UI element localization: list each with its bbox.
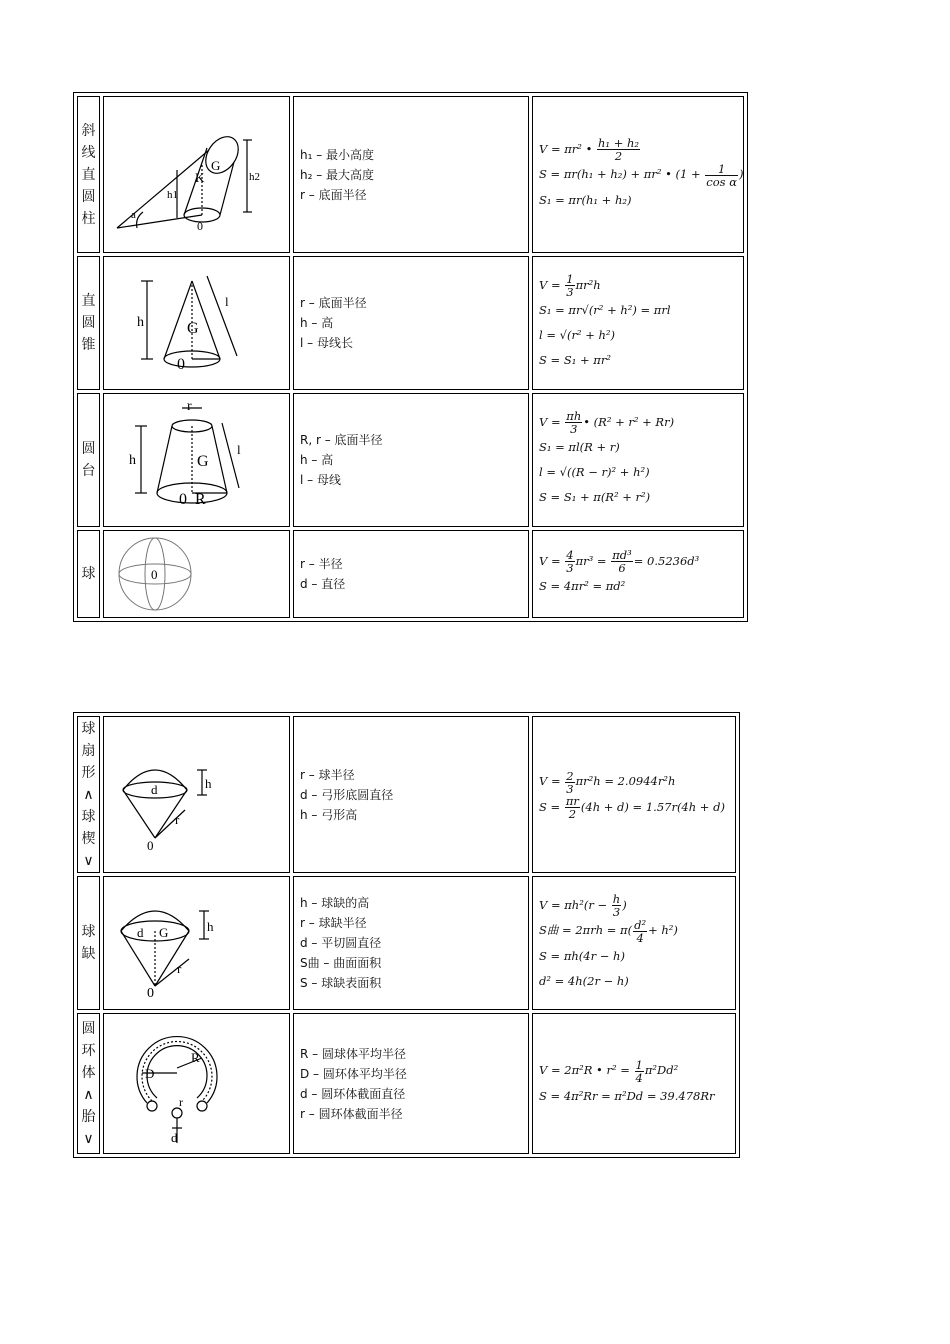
formula-table-2 — [73, 712, 740, 1158]
shape-figure-cell — [103, 530, 290, 618]
sphere-figure — [107, 533, 287, 615]
formula-surface: S = S₁ + πr² — [539, 353, 611, 368]
svg-text:r: r — [178, 1094, 183, 1109]
shape-name-cell: 球 — [77, 530, 100, 618]
formula-volume: V = $\frac{\pi h}{3}$ • (R² + r² + Rr) — [539, 409, 675, 437]
formulas-cell — [532, 96, 744, 253]
formula-volume: V = πr² • $\frac{\text{h₁ + h₂}}{2}$ — [539, 136, 639, 163]
formula-volume: V = 2π²R • r² = $\frac{1}{4}$ π²Dd² — [539, 1057, 679, 1085]
svg-text:0: 0 — [196, 218, 203, 233]
formula-lateral: S₁ = πr(h₁ + h₂) — [539, 192, 632, 207]
table-row — [77, 876, 736, 1010]
shape-name-cell: 斜 线 直 圆 柱 — [77, 96, 100, 253]
torus-figure — [107, 1018, 287, 1150]
table-row — [77, 716, 736, 873]
svg-text:h1: h1 — [166, 188, 178, 201]
formula-table-1 — [73, 92, 748, 622]
table-row — [77, 1013, 736, 1154]
formula-lateral: S₁ = πr√(r² + h²) = πrl — [539, 303, 671, 318]
table-row — [77, 393, 744, 527]
svg-text:r: r — [174, 811, 179, 827]
variables-cell: h – 球缺的高 r – 球缺半径 d – 平切圆直径 S曲 – 曲面面积 S – 球缺表面积 — [293, 876, 529, 1010]
svg-text:0: 0 — [146, 985, 154, 1001]
formula-surface: S = πh(4r − h) — [539, 948, 625, 963]
svg-text:h: h — [136, 314, 144, 330]
formula-slant: l = √((R − r)² + h²) — [539, 465, 650, 480]
svg-text:G: G — [210, 157, 220, 173]
formula-surface: S = 4π²Rr = π²Dd = 39.478Rr — [539, 1088, 715, 1103]
shape-name-cell: 直 圆 锥 — [77, 256, 100, 390]
formula-volume: V = πh²(r − $\frac{h}{3}$ ) — [539, 892, 627, 919]
formula-surface: S = S₁ + π(R² + r²) — [539, 490, 651, 505]
svg-text:d: d — [150, 781, 157, 797]
shape-name-cell: 球 扇 形 ∧ 球 楔 ∨ — [77, 716, 100, 873]
svg-text:r: r — [186, 398, 192, 414]
oblique-cylinder-figure — [107, 100, 287, 250]
formula-volume: V = $\frac{4}{3}$ πr³ = $\frac{\text{πd³}}{6}$ = 0.5236d³ — [539, 548, 700, 576]
svg-text:h: h — [204, 775, 211, 791]
shape-name-cell: 圆 台 — [77, 393, 100, 527]
shape-figure-cell — [103, 393, 290, 527]
variables-cell: r – 底面半径 h – 高 l – 母线长 — [293, 256, 529, 390]
formula-volume: V = $\frac{1}{3}$ πr²h — [539, 272, 601, 300]
svg-text:d: d — [170, 1129, 177, 1145]
svg-text:G: G — [186, 319, 199, 337]
table-row — [77, 530, 744, 618]
variables-cell: R – 圆球体平均半径 D – 圆环体平均半径 d – 圆环体截面直径 r – 圆环体截面半径 — [293, 1013, 529, 1154]
svg-text:0: 0 — [146, 837, 153, 853]
shape-figure-cell — [103, 716, 290, 873]
svg-text:R: R — [190, 1049, 200, 1065]
formulas-cell — [532, 716, 736, 873]
spherical-sector-figure — [107, 720, 287, 870]
shape-figure-cell — [103, 256, 290, 390]
spherical-cap-figure — [107, 881, 287, 1006]
formula-volume: V = $\frac{2}{3}$ πr²h = 2.0944r²h — [539, 768, 676, 796]
variables-cell: r – 半径 d – 直径 — [293, 530, 529, 618]
svg-text:R: R — [194, 490, 206, 508]
table-row — [77, 96, 744, 253]
svg-text:G: G — [158, 924, 168, 940]
shape-name-cell: 圆 环 体 ∧ 胎 ∨ — [77, 1013, 100, 1154]
variables-cell: h₁ – 最小高度 h₂ – 最大高度 r – 底面半径 — [293, 96, 529, 253]
variables-cell: r – 球半径 d – 弓形底圆直径 h – 弓形高 — [293, 716, 529, 873]
svg-text:0: 0 — [176, 355, 185, 373]
formula-surface: S = $\frac{\pi r}{2}$ (4h + d) = 1.57r(4h + d) — [539, 794, 725, 821]
svg-text:l: l — [224, 293, 229, 309]
cone-figure — [107, 261, 287, 386]
svg-text:l: l — [236, 441, 241, 457]
shape-figure-cell — [103, 1013, 290, 1154]
shape-name-cell: 球 缺 — [77, 876, 100, 1010]
svg-text:d: d — [136, 924, 143, 940]
formulas-cell — [532, 1013, 736, 1154]
formula-slant: l = √(r² + h²) — [539, 328, 615, 343]
svg-text:K: K — [194, 169, 204, 185]
formulas-cell — [532, 876, 736, 1010]
svg-text:h: h — [128, 452, 136, 468]
svg-text:0: 0 — [178, 490, 187, 508]
svg-text:a: a — [130, 208, 136, 221]
variables-cell: R, r – 底面半径 h – 高 l – 母线 — [293, 393, 529, 527]
svg-text:h: h — [206, 918, 213, 934]
formulas-cell — [532, 256, 744, 390]
shape-figure-cell — [103, 876, 290, 1010]
table-row — [77, 256, 744, 390]
formula-surface: S = πr(h₁ + h₂) + πr² • (1 + $\frac{1}{\text{cos α}}$ ) — [539, 161, 744, 189]
svg-text:D: D — [144, 1065, 154, 1081]
formula-diameter: d² = 4h(2r − h) — [539, 973, 629, 988]
formulas-cell — [532, 530, 744, 618]
svg-text:r: r — [176, 960, 181, 976]
formula-surface: S = 4πr² = πd² — [539, 579, 626, 594]
shape-figure-cell — [103, 96, 290, 253]
formula-lateral: S₁ = πl(R + r) — [539, 440, 620, 455]
frustum-figure — [107, 398, 287, 523]
formulas-cell — [532, 393, 744, 527]
formula-curved-surface: S曲 = 2πrh = π( $\frac{\text{d²}}{4}$ + h²) — [539, 917, 678, 945]
svg-text:0: 0 — [150, 567, 157, 582]
svg-text:h2: h2 — [248, 170, 260, 183]
svg-text:G: G — [196, 452, 209, 470]
